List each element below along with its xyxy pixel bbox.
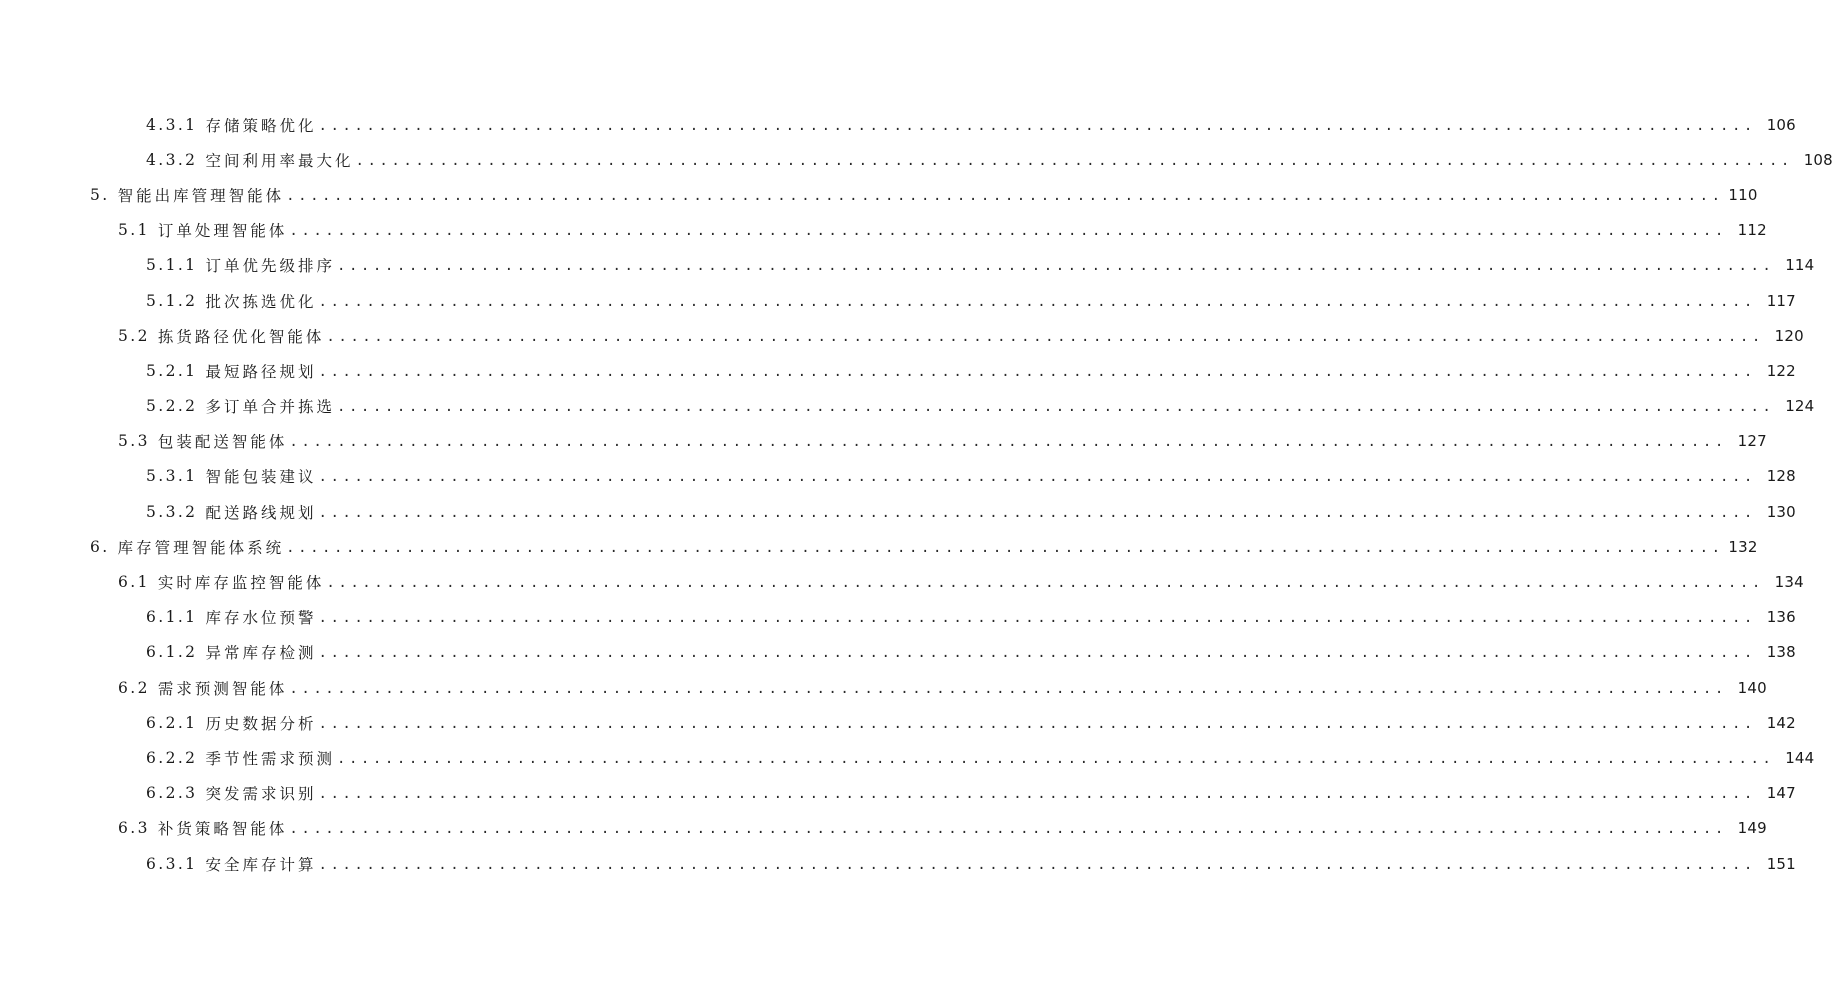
toc-entry-number: 4.3.2 — [146, 150, 198, 169]
toc-entry-title: 补货策略智能体 — [157, 820, 288, 839]
toc-entry-number: 5. — [90, 185, 110, 204]
toc-entry-title: 配送路线规划 — [205, 503, 317, 522]
toc-entry[interactable] — [0, 389, 1815, 424]
toc-entry-title: 批次拣选优化 — [205, 292, 317, 311]
toc-entry-page: 132 — [1728, 537, 1758, 556]
toc-leader-dots: ........................................................................................................................ — [318, 504, 1756, 521]
toc-leader-dots: ........................................................................................................................ — [318, 293, 1756, 310]
toc-entry-title: 空间利用率最大化 — [205, 151, 354, 170]
toc-leader-dots: ........................................................................................................................ — [289, 821, 1727, 838]
toc-entry[interactable] — [0, 635, 1796, 670]
toc-entry-page: 106 — [1766, 115, 1796, 134]
toc-entry-page: 122 — [1766, 361, 1796, 380]
toc-leader-dots: ........................................................................................................................ — [318, 610, 1756, 627]
toc-entry[interactable] — [0, 459, 1796, 494]
toc-entry-page: 114 — [1785, 256, 1815, 275]
toc-entry[interactable] — [0, 213, 1767, 248]
toc-entry[interactable] — [0, 670, 1767, 705]
toc-entry-page: 134 — [1774, 573, 1804, 592]
toc-entry-page: 108 — [1803, 150, 1833, 169]
toc-leader-dots: ........................................................................................................................ — [318, 786, 1756, 803]
toc-entry-title: 突发需求识别 — [205, 785, 317, 804]
toc-entry-title: 订单优先级排序 — [205, 257, 335, 276]
toc-entry[interactable] — [0, 529, 1758, 564]
toc-leader-dots: ........................................................................................................................ — [326, 328, 1764, 345]
toc-leader-dots: ........................................................................................................................ — [336, 258, 1775, 275]
toc-entry[interactable] — [0, 248, 1815, 283]
toc-leader-dots: ........................................................................................................................ — [355, 152, 1793, 169]
toc-entry-title: 智能出库管理智能体 — [117, 186, 285, 205]
toc-entry-number: 5.1 — [118, 221, 150, 240]
toc-leader-dots: ........................................................................................................................ — [289, 434, 1727, 451]
toc-entry-page: 144 — [1785, 748, 1815, 767]
toc-entry-number: 4.3.1 — [146, 115, 198, 134]
toc-entry[interactable] — [0, 600, 1796, 635]
toc-entry[interactable] — [0, 705, 1796, 740]
toc-entry[interactable] — [0, 740, 1815, 775]
toc-entry-title: 包装配送智能体 — [157, 433, 288, 452]
toc-entry-number: 6.3 — [118, 819, 150, 838]
toc-entry-title: 库存水位预警 — [205, 609, 317, 628]
toc-entry-number: 5.2.1 — [146, 361, 198, 380]
toc-entry-page: 151 — [1766, 854, 1796, 873]
toc-entry-page: 117 — [1766, 291, 1796, 310]
toc-entry-number: 6.2.2 — [146, 748, 198, 767]
toc-leader-dots: ........................................................................................................................ — [286, 539, 1724, 556]
toc-entry[interactable] — [0, 494, 1796, 529]
toc-entry-title: 实时库存监控智能体 — [157, 574, 325, 593]
toc-leader-dots: ........................................................................................................................ — [318, 856, 1756, 873]
toc-entry-page: 128 — [1766, 467, 1796, 486]
toc-entry-title: 多订单合并拣选 — [205, 398, 335, 417]
toc-entry[interactable] — [0, 846, 1796, 881]
toc-entry[interactable] — [0, 811, 1767, 846]
toc-entry-title: 库存管理智能体系统 — [117, 538, 285, 557]
toc-entry-number: 5.3.2 — [146, 502, 198, 521]
toc-leader-dots: ........................................................................................................................ — [318, 715, 1756, 732]
toc-leader-dots: ........................................................................................................................ — [336, 750, 1775, 767]
toc-entry-page: 110 — [1728, 185, 1758, 204]
toc-entry[interactable] — [0, 353, 1796, 388]
toc-entry[interactable] — [0, 142, 1833, 177]
toc-entry-title: 存储策略优化 — [205, 116, 317, 135]
toc-entry-number: 5.2.2 — [146, 397, 198, 416]
toc-leader-dots: ........................................................................................................................ — [318, 469, 1756, 486]
toc-entry[interactable] — [0, 424, 1767, 459]
toc-entry-page: 149 — [1737, 819, 1767, 838]
toc-leader-dots: ........................................................................................................................ — [286, 187, 1724, 204]
toc-entry-title: 安全库存计算 — [205, 855, 317, 874]
toc-entry[interactable] — [0, 283, 1796, 318]
toc-entry-page: 130 — [1766, 502, 1796, 521]
toc-entry-page: 124 — [1785, 397, 1815, 416]
toc-entry-page: 136 — [1766, 608, 1796, 627]
toc-leader-dots: ........................................................................................................................ — [318, 117, 1756, 134]
toc-leader-dots: ........................................................................................................................ — [289, 223, 1727, 240]
toc-leader-dots: ........................................................................................................................ — [336, 399, 1775, 416]
toc-entry-number: 6.1.1 — [146, 608, 198, 627]
toc-entry-number: 5.2 — [118, 326, 150, 345]
toc-entry[interactable] — [0, 318, 1804, 353]
toc-leader-dots: ........................................................................................................................ — [289, 680, 1727, 697]
toc-entry-number: 6.3.1 — [146, 854, 198, 873]
toc-entry-title: 智能包装建议 — [205, 468, 317, 487]
toc-entry-title: 需求预测智能体 — [157, 679, 288, 698]
toc-entry-number: 6.2 — [118, 678, 150, 697]
toc-entry-title: 历史数据分析 — [205, 714, 317, 733]
toc-entry-page: 112 — [1737, 221, 1767, 240]
toc-entry-number: 6.2.3 — [146, 784, 198, 803]
table-of-contents — [0, 107, 1833, 881]
toc-entry-page: 120 — [1774, 326, 1804, 345]
toc-entry-page: 142 — [1766, 713, 1796, 732]
toc-entry-page: 140 — [1737, 678, 1767, 697]
toc-entry[interactable] — [0, 107, 1796, 142]
toc-entry-number: 6.2.1 — [146, 713, 198, 732]
toc-entry-number: 6. — [90, 537, 110, 556]
toc-entry-title: 订单处理智能体 — [157, 222, 288, 241]
toc-entry-title: 季节性需求预测 — [205, 749, 335, 768]
toc-entry-title: 异常库存检测 — [205, 644, 317, 663]
toc-leader-dots: ........................................................................................................................ — [318, 363, 1756, 380]
toc-entry-number: 5.3 — [118, 432, 150, 451]
toc-leader-dots: ........................................................................................................................ — [318, 645, 1756, 662]
toc-leader-dots: ........................................................................................................................ — [326, 575, 1764, 592]
toc-entry-title: 拣货路径优化智能体 — [157, 327, 325, 346]
toc-entry-page: 127 — [1737, 432, 1767, 451]
toc-entry-number: 6.1.2 — [146, 643, 198, 662]
toc-entry-number: 5.1.1 — [146, 256, 198, 275]
toc-entry-page: 138 — [1766, 643, 1796, 662]
toc-entry[interactable] — [0, 177, 1758, 212]
toc-entry-title: 最短路径规划 — [205, 362, 317, 381]
toc-entry-number: 6.1 — [118, 573, 150, 592]
toc-entry-number: 5.1.2 — [146, 291, 198, 310]
toc-entry-page: 147 — [1766, 784, 1796, 803]
toc-entry[interactable] — [0, 564, 1804, 599]
toc-entry-number: 5.3.1 — [146, 467, 198, 486]
toc-entry[interactable] — [0, 776, 1796, 811]
